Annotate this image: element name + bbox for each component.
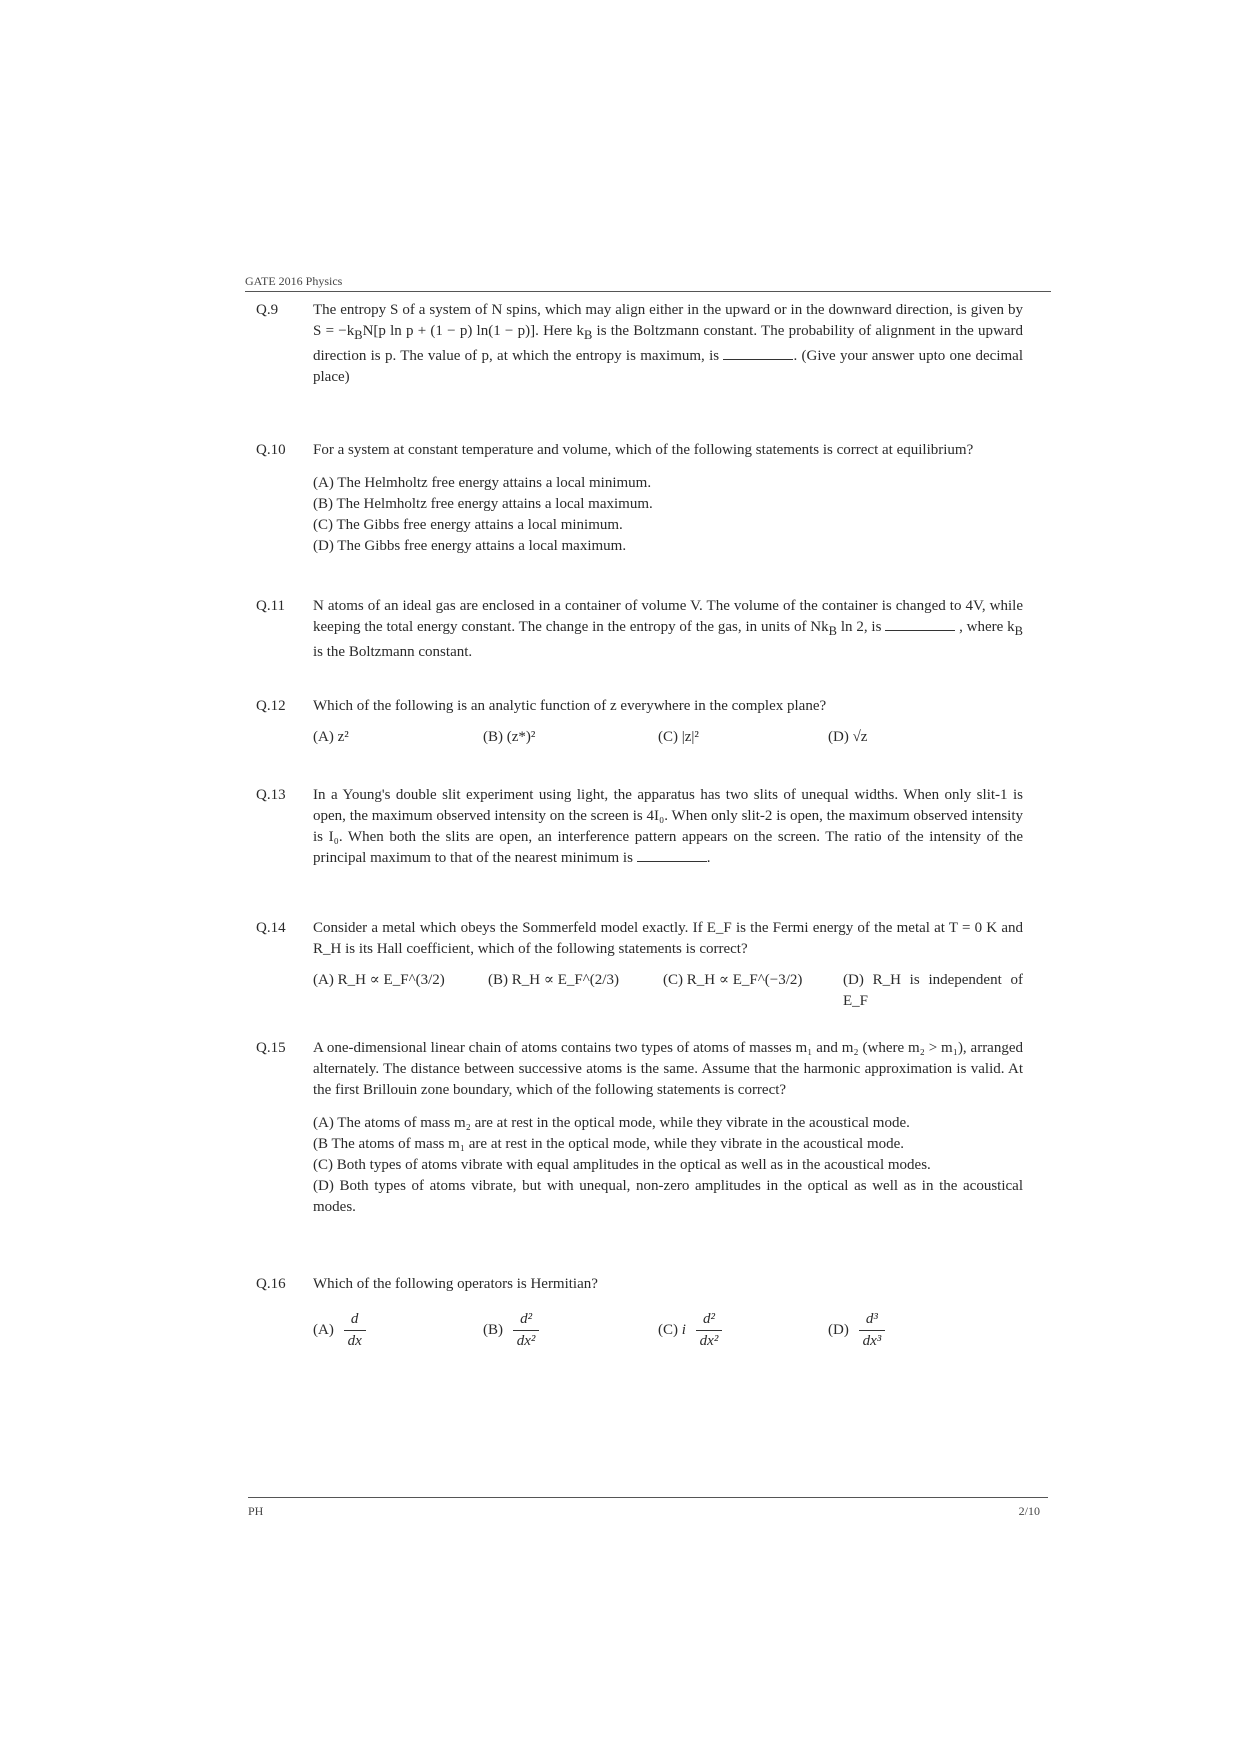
question-number: Q.13	[256, 787, 286, 803]
option-d: (D) Both types of atoms vibrate, but with unequal, non-zero amplitudes in the optical as well as in the acoustical modes.	[313, 1178, 1023, 1215]
options-row	[313, 970, 1023, 1010]
question-text: A one-dimensional linear chain of atoms contains two types of atoms of masses m₁ and m₂ (where m₂ > m₁), arranged alternately. The distance between successive atoms is the same. Assume that the harmonic approximation is valid. At the first Brillouin zone boundary, which of the following statements is correct?	[313, 1040, 1023, 1098]
question-number: Q.16	[256, 1276, 286, 1292]
option-b: (B) $\frac{\text{d²}}{\text{dx²}}$	[483, 1309, 539, 1352]
option-c: (C) i $\frac{\text{d²}}{\text{dx²}}$	[658, 1309, 722, 1352]
fraction: $\frac{\text{d²}}{\text{dx²}}$	[696, 1309, 723, 1352]
question-text: Consider a metal which obeys the Sommerfeld model exactly. If E_F is the Fermi energy of the metal at T = 0 K and R_H is its Hall coefficient, which of the following statements is correct?	[313, 920, 1023, 957]
answer-blank	[885, 630, 955, 631]
option-d: (D) The Gibbs free energy attains a local maximum.	[313, 538, 627, 554]
question-text: The entropy S of a system of N spins, which may align either in the upward or in the downward direction, is given by $S = -k_BN[p$ ln p + (1 − p) ln(1 − p)]. Here $k_B$ is the Boltzmann constant. The probability of alignment in the upward direction is p. The value of p, at which the entropy is maximum, is . (Give your answer upto one decimal place)	[313, 302, 1023, 385]
question-number: Q.10	[256, 442, 286, 458]
option-a: (A) z²	[313, 729, 349, 745]
option-c: (C) The Gibbs free energy attains a local minimum.	[313, 517, 623, 533]
option-a: (A) R_H ∝ E_F^(3/2)	[313, 972, 445, 988]
question-text: For a system at constant temperature and volume, which of the following statements is correct at equilibrium?	[313, 442, 974, 458]
options-row	[313, 1309, 1023, 1369]
option-a: (A) $\frac{d}{dx}$	[313, 1309, 366, 1352]
option-b: (B) R_H ∝ E_F^(2/3)	[488, 972, 619, 988]
option-a: (A) The Helmholtz free energy attains a local minimum.	[313, 475, 652, 491]
question-number: Q.12	[256, 698, 286, 714]
option-d: (D) √z	[828, 729, 868, 745]
option-d: (D) $\frac{\text{d³}}{\text{dx³}}$	[828, 1309, 885, 1352]
question-number: Q.14	[256, 920, 286, 936]
page-number: 2/10	[1018, 1504, 1040, 1518]
question-number: Q.15	[256, 1040, 286, 1056]
answer-blank	[637, 861, 707, 862]
question-text: In a Young's double slit experiment using light, the apparatus has two slits of unequal widths. When only slit-1 is open, the maximum observed intensity on the screen is 4I₀. When only slit-2 is open, the maximum observed intensity is I₀. When both the slits are open, an interference pattern appears on the screen. The ratio of the intensity of the principal maximum to that of the nearest minimum is .	[313, 787, 1023, 866]
fraction: $\frac{\text{d³}}{\text{dx³}}$	[859, 1309, 886, 1352]
answer-blank	[723, 359, 793, 360]
options-list	[313, 1113, 1023, 1218]
options-row	[313, 727, 1023, 767]
question-text: Which of the following operators is Hermitian?	[313, 1276, 598, 1292]
options-list	[313, 473, 1023, 557]
question-text: Which of the following is an analytic function of z everywhere in the complex plane?	[313, 698, 827, 714]
footer-code: PH	[248, 1504, 264, 1518]
option-b: (B) (z*)²	[483, 729, 536, 745]
fraction: $\frac{d}{dx}$	[344, 1309, 366, 1352]
option-a: (A) The atoms of mass m₂ are at rest in the optical mode, while they vibrate in the acoustical mode.	[313, 1115, 910, 1131]
option-d: (D) R_H is independent of E_F	[843, 972, 1023, 1009]
option-b: (B The atoms of mass m₁ are at rest in the optical mode, while they vibrate in the acoustical mode.	[313, 1136, 905, 1152]
option-c: (C) |z|²	[658, 729, 699, 745]
option-c: (C) R_H ∝ E_F^(−3/2)	[663, 972, 803, 988]
question-number: Q.11	[256, 598, 286, 614]
question-text: N atoms of an ideal gas are enclosed in a container of volume V. The volume of the container is changed to 4V, while keeping the total energy constant. The change in the entropy of the gas, in units of $Nk_B$ ln 2, is , where $k_B$ is the Boltzmann constant.	[313, 598, 1023, 660]
page-footer	[248, 1497, 1048, 1519]
question-number: Q.9	[256, 302, 279, 318]
option-b: (B) The Helmholtz free energy attains a local maximum.	[313, 496, 653, 512]
page-header	[245, 274, 1051, 292]
option-c: (C) Both types of atoms vibrate with equal amplitudes in the optical as well as in the acoustical modes.	[313, 1157, 931, 1173]
fraction: $\frac{\text{d²}}{\text{dx²}}$	[513, 1309, 540, 1352]
header-title: GATE 2016 Physics	[245, 274, 343, 288]
